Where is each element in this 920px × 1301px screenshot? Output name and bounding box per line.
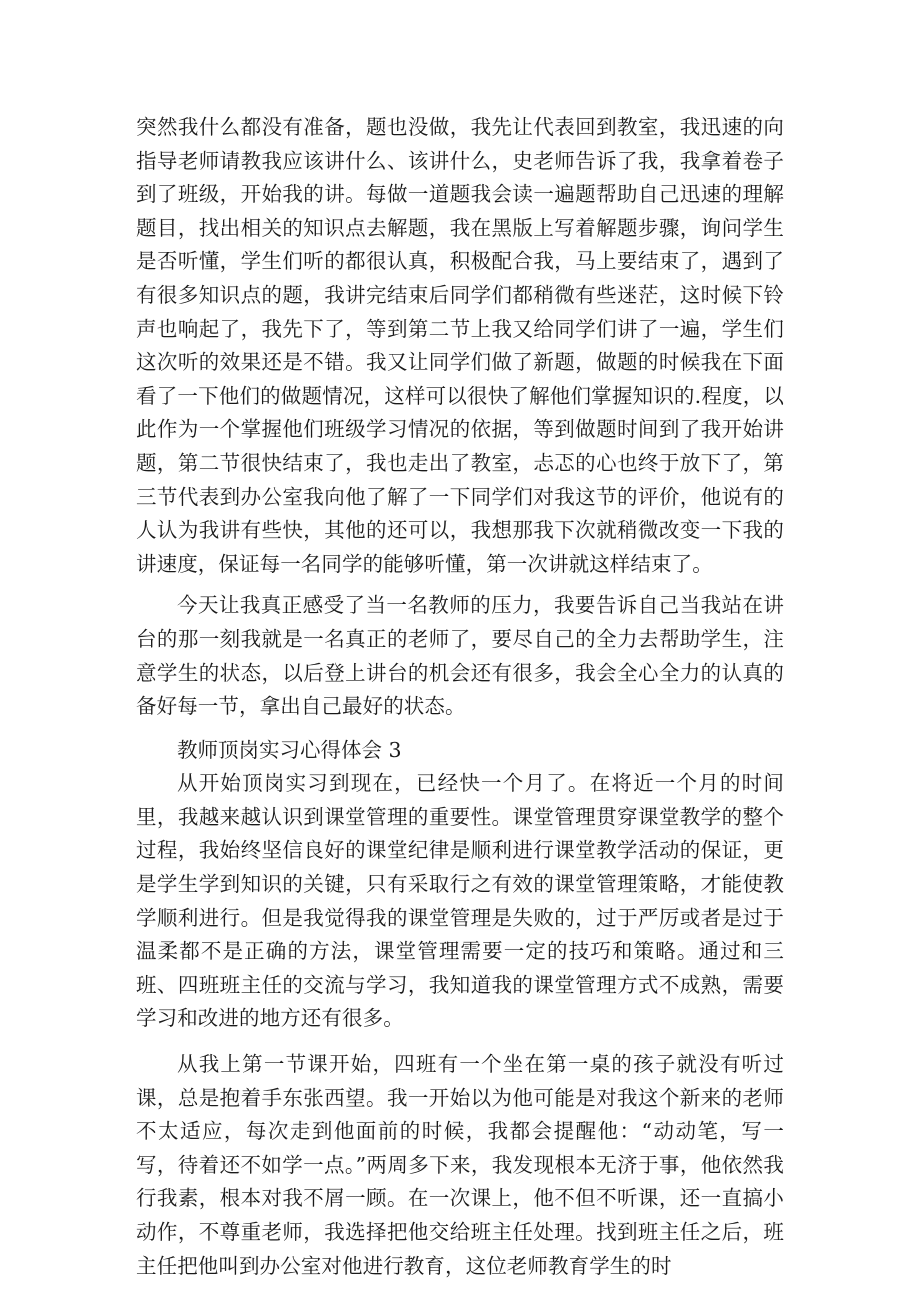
section-heading: 教师顶岗实习心得体会 3 (177, 737, 402, 762)
paragraph-3: 从开始顶岗实习到现在，已经快一个月了。在将近一个月的时间里，我越来越认识到课堂管理的重要性。课堂管理贯穿课堂教学的整个过程，我始终坚信良好的课堂纪律是顺利进行课堂教学活动的保证，更是学生学到知识的关键，只有采取行之有效的课堂管理策略，才能使教学顺利进行。但是我觉得我的课堂管理是失败的，过于严厉或者是过于温柔都不是正确的方法，课堂管理需要一定的技巧和策略。通过和三班、四班班主任的交流与学习，我知道我的课堂管理方式不成熟，需要学习和改进的地方还有很多。 (136, 771, 784, 1031)
paragraph-1: 突然我什么都没有准备，题也没做，我先让代表回到教室，我迅速的向指导老师请教我应该讲什么、该讲什么，史老师告诉了我，我拿着卷子到了班级，开始我的讲。每做一道题我会读一遍题帮助自己迅速的理解题目，找出相关的知识点去解题，我在黑版上写着解题步骤，询问学生是否听懂，学生们听的都很认真，积极配合我，马上要结束了，遇到了有很多知识点的题，我讲完结束后同学们都稍微有些迷茫，这时候下铃声也响起了，我先下了，等到第二节上我又给同学们讲了一遍，学生们这次听的效果还是不错。我又让同学们做了新题，做题的时候我在下面看了一下他们的做题情况，这样可以很快了解他们掌握知识的.程度，以此作为一个掌握他们班级学习情况的依据，等到做题时间到了我开始讲题，第二节很快结束了，我也走出了教室，忐忑的心也终于放下了，第三节代表到办公室我向他了解了一下同学们对我这节的评价，他说有的人认为我讲有些快，其他的还可以，我想那我下次就稍微改变一下我的讲速度，保证每一名同学的能够听懂，第一次讲就这样结束了。 (136, 115, 784, 576)
paragraph-4: 从我上第一节课开始，四班有一个坐在第一桌的孩子就没有听过课，总是抱着手东张西望。我一开始以为他可能是对我这个新来的老师不太适应，每次走到他面前的时候，我都会提醒他：“动动笔，写一写，待着还不如学一点。”两周多下来，我发现根本无济于事，他依然我行我素，根本对我不屑一顾。在一次课上，他不但不听课，还一直搞小动作，不尊重老师，我选择把他交给班主任处理。找到班主任之后，班主任把他叫到办公室对他进行教育，这位老师教育学生的时 (136, 1052, 784, 1278)
paragraph-2: 今天让我真正感受了当一名教师的压力，我要告诉自己当我站在讲台的那一刻我就是一名真正的老师了，要尽自己的全力去帮助学生，注意学生的状态，以后登上讲台的机会还有很多，我会全心全力的认真的备好每一节，拿出自己最好的状态。 (136, 593, 784, 719)
document-body (136, 111, 784, 1283)
